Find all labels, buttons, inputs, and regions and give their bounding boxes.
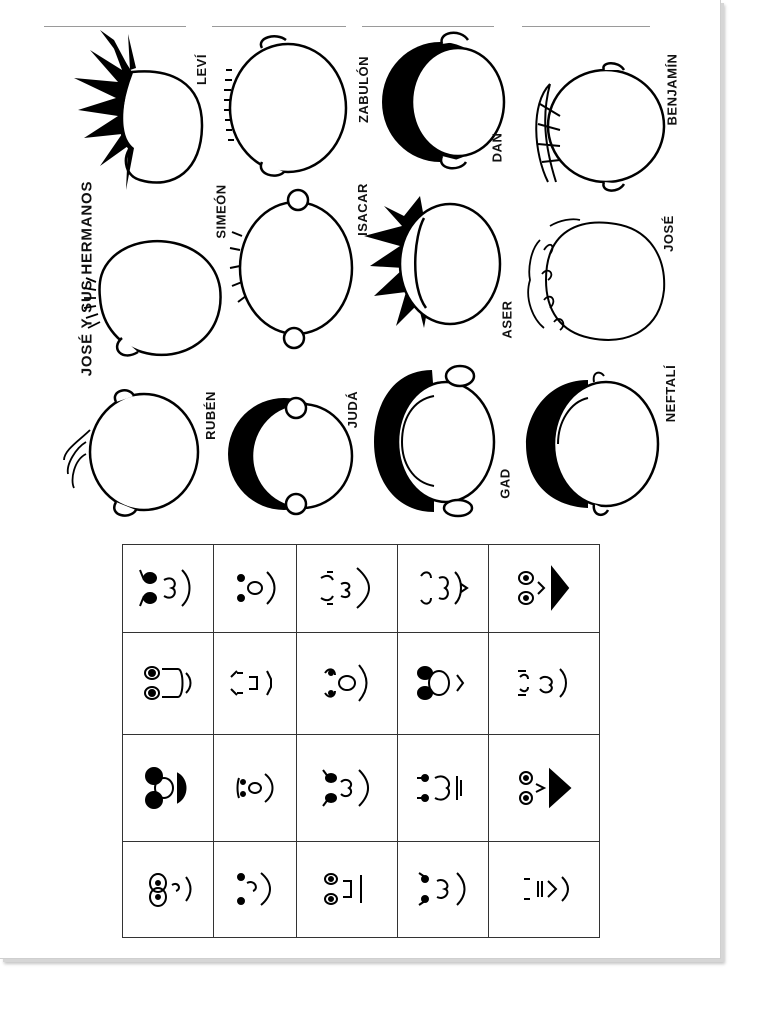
head-jose <box>520 210 670 350</box>
head-juda <box>226 396 356 516</box>
head-simeon <box>82 228 232 368</box>
head-isacar-left <box>228 186 358 346</box>
name-line <box>212 26 346 27</box>
brother-label: ASER <box>499 300 515 339</box>
head-neftali <box>518 370 668 520</box>
head-gad <box>372 366 502 516</box>
brother-label: DAN <box>489 132 505 163</box>
head-benjamin <box>520 64 670 194</box>
head-aser <box>364 196 504 336</box>
head-dan <box>368 30 508 170</box>
brother-label: ISACAR <box>354 183 370 236</box>
page-title: JOSÉ Y SUS HERMANOS <box>78 180 96 377</box>
brother-label: ZABULÓN <box>356 55 372 124</box>
head-zabulon-left <box>222 30 352 180</box>
name-line <box>44 26 186 27</box>
brother-label: GAD <box>497 468 513 499</box>
brother-label: SIMEÓN <box>213 184 229 239</box>
face-features <box>122 544 600 938</box>
name-line <box>522 26 650 27</box>
brother-label: JUDÁ <box>345 390 361 429</box>
brother-label: RUBÉN <box>202 391 218 440</box>
brother-label: BENJAMÍN <box>664 53 680 126</box>
name-line <box>362 26 494 27</box>
head-levi <box>70 30 210 200</box>
brother-label: JOSÉ <box>660 215 676 252</box>
brother-label: LEVÍ <box>193 54 209 85</box>
faces-grid <box>122 544 600 938</box>
brother-label: NEFTALÍ <box>663 364 679 423</box>
head-ruben <box>60 390 200 520</box>
